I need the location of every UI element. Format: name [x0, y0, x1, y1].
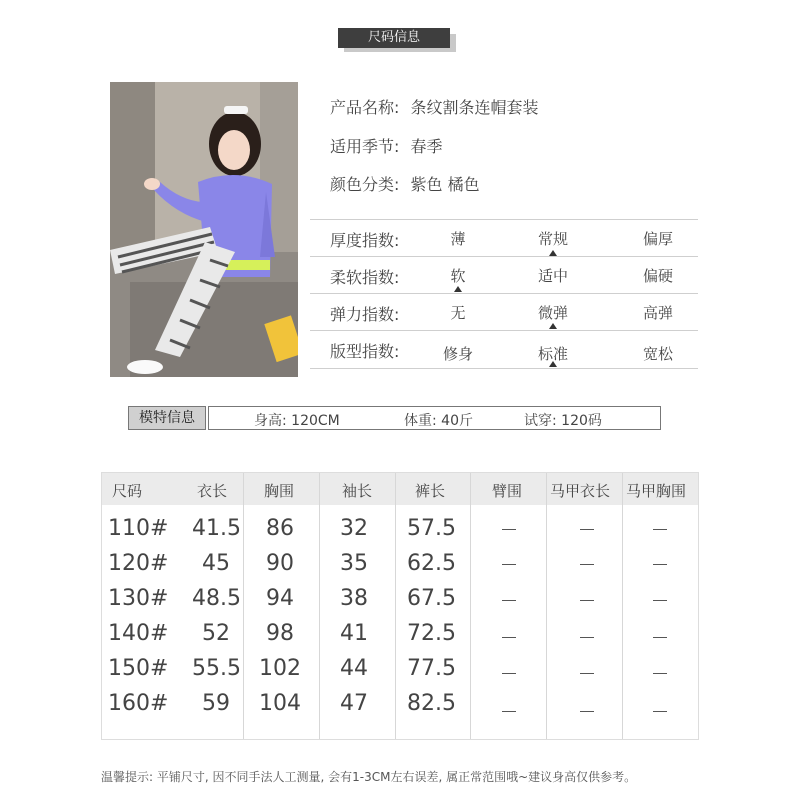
index-label: 弹力指数: — [330, 305, 400, 324]
empty-dash — [580, 711, 594, 712]
model-info-box — [208, 406, 661, 430]
index-option: 常规 — [537, 230, 568, 248]
empty-dash — [653, 564, 667, 565]
model-height: 身高: 120CM — [254, 413, 340, 429]
product-name-label: 产品名称: — [330, 98, 400, 117]
index-option: 薄 — [450, 230, 466, 248]
header-vest-chest: 马甲胸围 — [626, 482, 687, 500]
cell-size: 120# — [108, 551, 169, 576]
cell-chest: 98 — [266, 621, 294, 646]
cell-size: 110# — [108, 516, 169, 541]
cell-pants: 72.5 — [407, 621, 456, 646]
measurement-note: 温馨提示: 平铺尺寸, 因不同手法人工测量, 会有1-3CM左右误差, 属正常范围哦~建议身高仅供参考。 — [101, 770, 637, 784]
index-row-fit — [310, 330, 698, 369]
product-photo — [110, 82, 298, 377]
header-sleeve: 袖长 — [342, 482, 373, 500]
index-option: 修身 — [442, 345, 473, 363]
index-row-thickness — [310, 219, 698, 257]
model-illustration — [110, 82, 298, 377]
empty-dash — [502, 529, 516, 530]
empty-dash — [502, 564, 516, 565]
column-divider — [243, 473, 244, 739]
index-option: 高弹 — [642, 304, 673, 322]
cell-length: 45 — [202, 551, 230, 576]
color-label: 颜色分类: — [330, 175, 400, 194]
empty-dash — [653, 529, 667, 530]
cell-size: 160# — [108, 691, 169, 716]
cell-sleeve: 44 — [340, 656, 368, 681]
header-pants: 裤长 — [415, 482, 446, 500]
header-size: 尺码 — [112, 482, 143, 500]
header-chest: 胸围 — [264, 482, 295, 500]
cell-chest: 86 — [266, 516, 294, 541]
cell-length: 41.5 — [192, 516, 241, 541]
empty-dash — [580, 529, 594, 530]
empty-dash — [580, 564, 594, 565]
empty-dash — [653, 711, 667, 712]
cell-length: 48.5 — [192, 586, 241, 611]
index-option: 偏厚 — [642, 230, 673, 248]
cell-pants: 67.5 — [407, 586, 456, 611]
empty-dash — [580, 673, 594, 674]
season-row — [330, 134, 443, 157]
cell-chest: 90 — [266, 551, 294, 576]
index-row-softness — [310, 256, 698, 294]
cell-chest: 104 — [259, 691, 301, 716]
empty-dash — [502, 711, 516, 712]
model-info-label: 模特信息 — [128, 406, 206, 430]
index-label: 版型指数: — [330, 342, 400, 361]
model-try-on: 试穿: 120码 — [524, 413, 602, 429]
column-divider — [319, 473, 320, 739]
cell-chest: 102 — [259, 656, 301, 681]
cell-sleeve: 47 — [340, 691, 368, 716]
column-divider — [395, 473, 396, 739]
cell-sleeve: 41 — [340, 621, 368, 646]
header-vest-length: 马甲衣长 — [550, 482, 611, 500]
model-weight: 体重: 40斤 — [404, 413, 473, 429]
index-indicator-icon — [549, 323, 557, 329]
cell-length: 52 — [202, 621, 230, 646]
empty-dash — [653, 600, 667, 601]
empty-dash — [580, 600, 594, 601]
index-option: 适中 — [537, 267, 568, 285]
product-name-row — [330, 95, 539, 118]
header-length: 衣长 — [197, 482, 228, 500]
column-divider — [470, 473, 471, 739]
color-row — [330, 172, 480, 195]
cell-pants: 82.5 — [407, 691, 456, 716]
cell-pants: 77.5 — [407, 656, 456, 681]
index-option: 标准 — [537, 345, 568, 363]
index-option: 无 — [450, 304, 466, 322]
empty-dash — [653, 673, 667, 674]
empty-dash — [502, 637, 516, 638]
product-name-value: 条纹割条连帽套装 — [410, 98, 539, 117]
model-info — [128, 406, 661, 430]
index-label: 厚度指数: — [330, 231, 400, 250]
color-value: 紫色 橘色 — [410, 175, 480, 194]
index-option: 软 — [450, 267, 466, 285]
cell-size: 150# — [108, 656, 169, 681]
season-value: 春季 — [410, 137, 443, 156]
banner-title: 尺码信息 — [338, 28, 450, 48]
cell-size: 130# — [108, 586, 169, 611]
empty-dash — [502, 600, 516, 601]
column-divider — [622, 473, 623, 739]
index-option: 微弹 — [537, 304, 568, 322]
cell-size: 140# — [108, 621, 169, 646]
cell-pants: 57.5 — [407, 516, 456, 541]
index-label: 柔软指数: — [330, 268, 400, 287]
cell-sleeve: 38 — [340, 586, 368, 611]
index-option: 宽松 — [642, 345, 673, 363]
cell-sleeve: 32 — [340, 516, 368, 541]
index-row-elasticity — [310, 293, 698, 331]
index-option: 偏硬 — [642, 267, 673, 285]
index-indicator-icon — [549, 361, 557, 367]
size-table — [101, 472, 699, 740]
cell-pants: 62.5 — [407, 551, 456, 576]
empty-dash — [653, 637, 667, 638]
section-banner — [338, 28, 462, 52]
header-arm: 臂围 — [492, 482, 523, 500]
empty-dash — [502, 673, 516, 674]
cell-sleeve: 35 — [340, 551, 368, 576]
index-indicator-icon — [454, 286, 462, 292]
empty-dash — [580, 637, 594, 638]
column-divider — [546, 473, 547, 739]
cell-length: 55.5 — [192, 656, 241, 681]
cell-length: 59 — [202, 691, 230, 716]
season-label: 适用季节: — [330, 137, 400, 156]
cell-chest: 94 — [266, 586, 294, 611]
